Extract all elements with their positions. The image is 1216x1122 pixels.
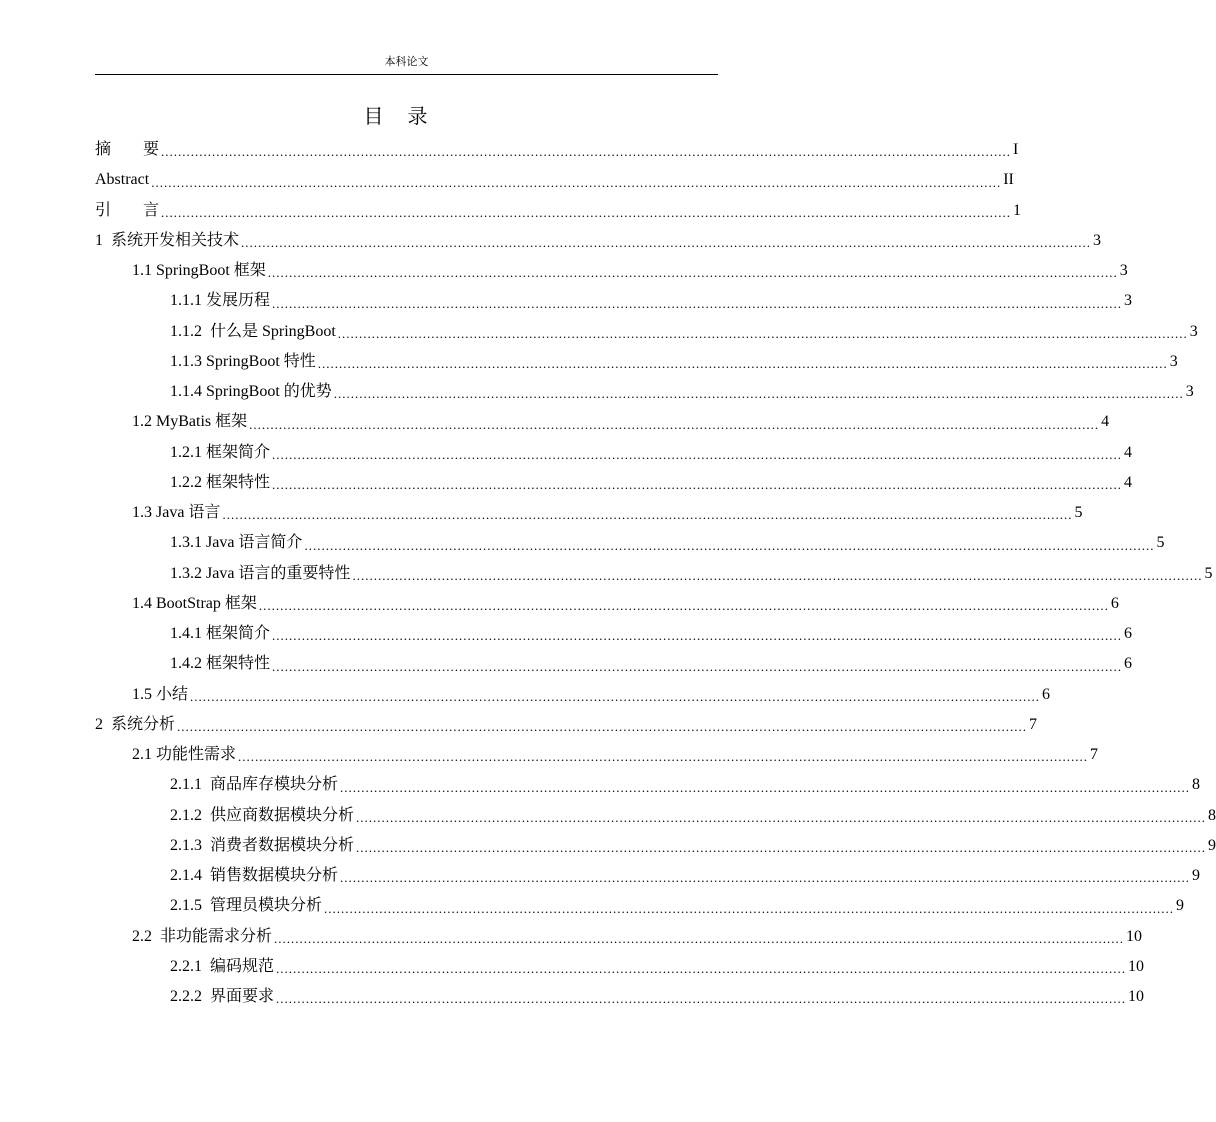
toc-entry-label: 1.1.3 SpringBoot 特性 (170, 352, 316, 370)
toc-leader-dots: ........................................................................................................................................................................................................ (272, 295, 1123, 311)
toc-entry-label: 2.1.5 管理员模块分析 (170, 897, 323, 915)
toc-leader-dots: ........................................................................................................................................................................................................ (333, 386, 1184, 402)
toc-entry-label: 1.2 MyBatis 框架 (132, 413, 248, 431)
toc-entry-page: 6 (1042, 685, 1051, 703)
toc-leader-dots: ........................................................................................................................................................................................................ (177, 719, 1028, 734)
toc-entry-page: 8 (1192, 776, 1201, 794)
toc-entry[interactable] (95, 831, 1216, 861)
toc-leader-dots: ........................................................................................................................................................................................................ (249, 416, 1100, 432)
toc-entry-page: 4 (1101, 413, 1110, 431)
toc-leader-dots: ........................................................................................................................................................................................................ (272, 658, 1123, 674)
toc-entry-page: 6 (1124, 625, 1133, 643)
toc-entry-page: 10 (1126, 927, 1143, 945)
toc-leader-dots: ........................................................................................................................................................................................................ (272, 477, 1123, 492)
toc-entry[interactable] (95, 982, 1145, 1012)
toc-entry[interactable] (95, 438, 1133, 468)
toc-entry-page: II (1003, 171, 1014, 189)
toc-leader-dots: ........................................................................................................................................................................................................ (161, 144, 1012, 160)
toc-entry-label: 1.3 Java 语言 (132, 504, 221, 522)
toc-entry[interactable] (95, 589, 1119, 619)
toc-entry-label: 2.1.3 消费者数据模块分析 (170, 836, 355, 854)
page-header (95, 55, 718, 75)
toc-entry[interactable] (95, 801, 1216, 831)
toc-leader-dots: ........................................................................................................................................................................................................ (274, 930, 1125, 946)
toc-entry-label: 1.2.2 框架特性 (170, 473, 271, 491)
toc-entry-page: 6 (1110, 594, 1119, 612)
toc-entry[interactable] (95, 649, 1133, 679)
toc-leader-dots: ........................................................................................................................................................................................................ (241, 235, 1092, 250)
toc-leader-dots: ........................................................................................................................................................................................................ (304, 537, 1155, 553)
toc-entry-label: 1.2.1 框架简介 (170, 443, 271, 461)
toc-entry-page: 9 (1192, 867, 1201, 885)
toc-entry[interactable] (95, 377, 1194, 407)
toc-entry-label: 1.4.2 框架特性 (170, 655, 271, 673)
toc-entry-page: 7 (1029, 715, 1038, 733)
toc-entry-page: 1 (1013, 201, 1022, 219)
toc-entry[interactable] (95, 286, 1133, 316)
toc-entry-page: 3 (1093, 231, 1102, 249)
toc-entry[interactable] (95, 740, 1099, 770)
toc-entry-label: 2.2.1 编码规范 (170, 957, 275, 975)
toc-leader-dots: ........................................................................................................................................................................................................ (352, 567, 1203, 583)
toc-entry-label: 2.2 非功能需求分析 (132, 927, 273, 945)
toc-entry[interactable] (95, 468, 1133, 498)
toc-entry-label: 1.4.1 框架简介 (170, 625, 271, 643)
toc-leader-dots: ........................................................................................................................................................................................................ (161, 204, 1012, 220)
toc-entry-page: 3 (1124, 292, 1133, 310)
toc-entry-page: 7 (1090, 746, 1099, 764)
toc-leader-dots: ........................................................................................................................................................................................................ (238, 749, 1089, 765)
toc-leader-dots: ........................................................................................................................................................................................................ (356, 840, 1207, 855)
toc-entry[interactable] (95, 619, 1133, 649)
toc-entry[interactable] (95, 165, 1014, 195)
toc-title: 目 录 (363, 104, 430, 128)
toc-entry[interactable] (95, 952, 1145, 982)
toc-entry-page: 5 (1204, 564, 1213, 582)
toc-entry-label: 2 系统分析 (95, 715, 176, 733)
toc-entry[interactable] (95, 559, 1213, 589)
toc-leader-dots: ........................................................................................................................................................................................................ (337, 325, 1188, 341)
toc-entry-page: 3 (1119, 262, 1128, 280)
toc-entry-label: 1.4 BootStrap 框架 (132, 594, 257, 612)
toc-leader-dots: ........................................................................................................................................................................................................ (340, 779, 1191, 795)
toc-entry[interactable] (95, 770, 1201, 800)
toc-leader-dots: ........................................................................................................................................................................................................ (190, 688, 1041, 704)
toc-entry-page: 3 (1189, 322, 1198, 340)
toc-entry[interactable] (95, 226, 1102, 256)
toc-entry-label: 引 言 (95, 201, 160, 219)
toc-leader-dots: ........................................................................................................................................................................................................ (340, 870, 1191, 886)
toc-entry-label: 2.1.2 供应商数据模块分析 (170, 806, 355, 824)
toc-entry-label: 1.1.2 什么是 SpringBoot (170, 322, 336, 340)
toc-entry-label: 2.1.1 商品库存模块分析 (170, 776, 339, 794)
toc-leader-dots: ........................................................................................................................................................................................................ (324, 900, 1175, 916)
toc-entry[interactable] (95, 710, 1038, 740)
toc-leader-dots: ........................................................................................................................................................................................................ (151, 174, 1002, 190)
toc-entry[interactable] (95, 347, 1178, 377)
toc-leader-dots: ........................................................................................................................................................................................................ (272, 446, 1123, 462)
toc-entry-label: 2.2.2 界面要求 (170, 988, 275, 1006)
toc-entry[interactable] (95, 922, 1143, 952)
toc-entry[interactable] (95, 891, 1185, 921)
toc-leader-dots: ........................................................................................................................................................................................................ (267, 265, 1118, 281)
toc-leader-dots: ........................................................................................................................................................................................................ (258, 598, 1109, 613)
toc-entry-label: 1.1.1 发展历程 (170, 292, 271, 310)
toc-entry[interactable] (95, 196, 1022, 226)
toc-entry-label: 1.3.2 Java 语言的重要特性 (170, 564, 351, 582)
toc-entry-page: 8 (1208, 806, 1216, 824)
toc-entry-page: 10 (1128, 957, 1145, 975)
toc-leader-dots: ........................................................................................................................................................................................................ (276, 991, 1127, 1007)
toc-entry-page: 5 (1074, 504, 1083, 522)
toc-entry-page: 9 (1176, 897, 1185, 915)
table-of-contents (95, 135, 1216, 1012)
toc-entry-page: 4 (1124, 443, 1133, 461)
toc-leader-dots: ........................................................................................................................................................................................................ (272, 628, 1123, 644)
toc-entry-page: 5 (1156, 534, 1165, 552)
toc-entry-page: 4 (1124, 473, 1133, 491)
toc-entry-label: Abstract (95, 171, 150, 189)
toc-leader-dots: ........................................................................................................................................................................................................ (222, 507, 1073, 523)
toc-entry-label: 1.1.4 SpringBoot 的优势 (170, 383, 332, 401)
toc-entry[interactable] (95, 498, 1083, 528)
toc-entry-page: I (1013, 141, 1019, 159)
toc-entry[interactable] (95, 256, 1128, 286)
toc-entry-page: 3 (1185, 383, 1194, 401)
toc-leader-dots: ........................................................................................................................................................................................................ (276, 961, 1127, 976)
toc-entry-label: 1.5 小结 (132, 685, 189, 703)
toc-entry-page: 6 (1124, 655, 1133, 673)
toc-entry-page: 10 (1128, 988, 1145, 1006)
toc-entry-page: 3 (1169, 352, 1178, 370)
toc-entry[interactable] (95, 317, 1198, 347)
toc-entry-label: 1 系统开发相关技术 (95, 231, 240, 249)
toc-leader-dots: ........................................................................................................................................................................................................ (356, 809, 1207, 825)
toc-entry[interactable] (95, 861, 1201, 891)
toc-entry-label: 1.1 SpringBoot 框架 (132, 262, 266, 280)
toc-entry-label: 2.1.4 销售数据模块分析 (170, 867, 339, 885)
toc-entry[interactable] (95, 528, 1165, 558)
toc-entry-label: 2.1 功能性需求 (132, 746, 237, 764)
toc-entry-label: 摘 要 (95, 141, 160, 159)
toc-entry[interactable] (95, 135, 1019, 165)
toc-entry-label: 1.3.1 Java 语言简介 (170, 534, 303, 552)
toc-entry-page: 9 (1208, 836, 1216, 854)
running-title: 本科论文 (384, 56, 429, 68)
toc-entry[interactable] (95, 407, 1110, 437)
toc-leader-dots: ........................................................................................................................................................................................................ (317, 356, 1168, 371)
toc-entry[interactable] (95, 680, 1051, 710)
